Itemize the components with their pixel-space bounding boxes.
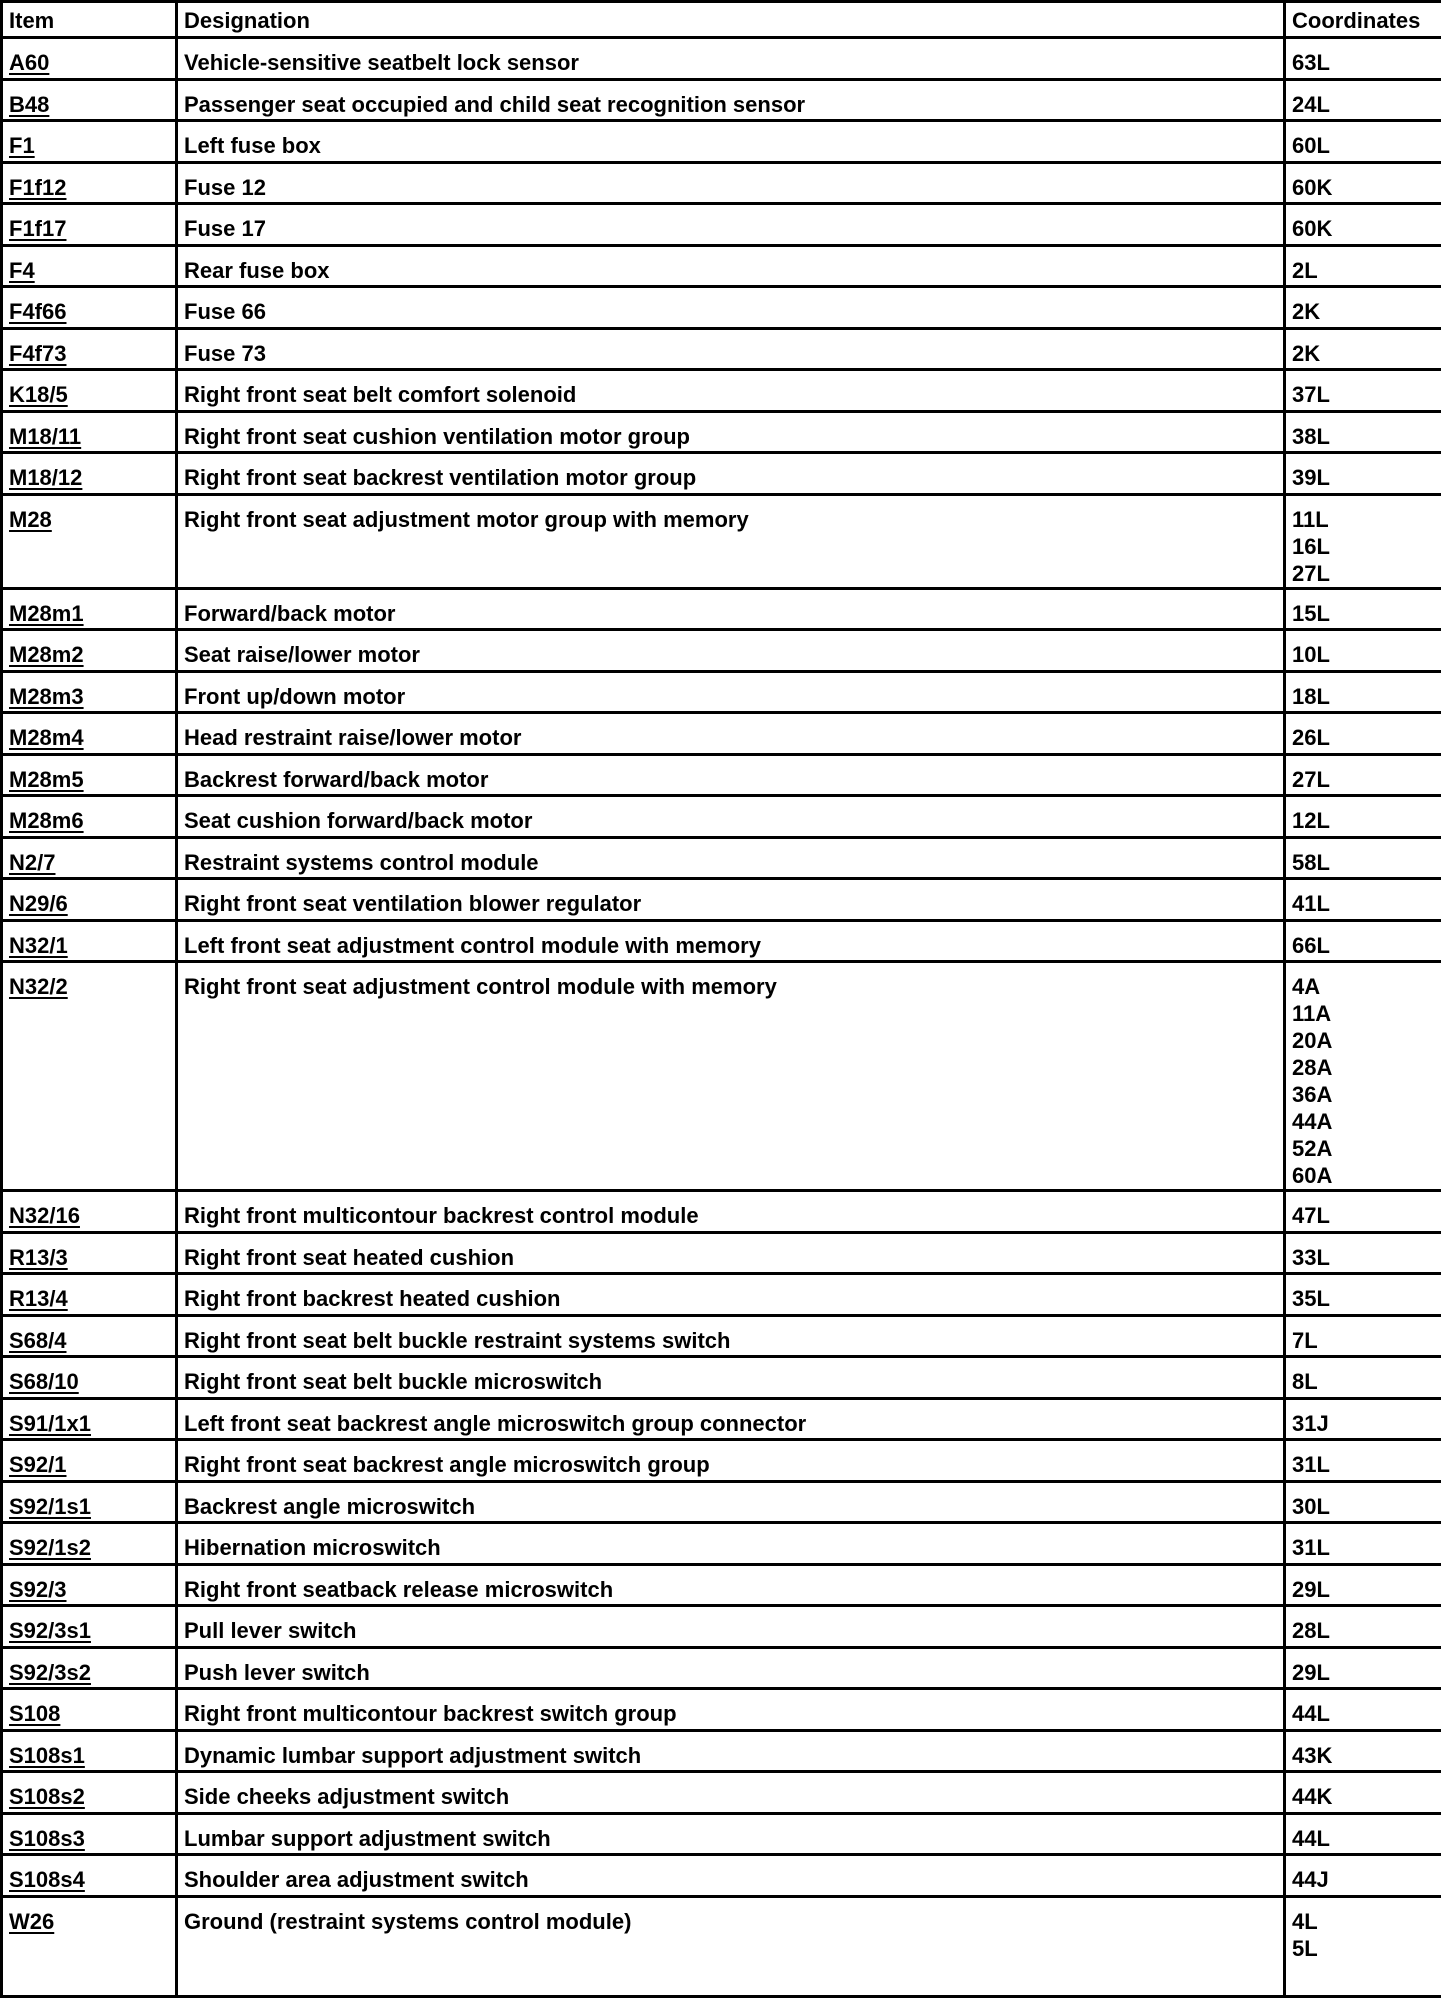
coordinates-cell: [1285, 1191, 1442, 1233]
designation-cell: Push lever switch: [177, 1647, 1285, 1689]
designation-cell: Fuse 12: [177, 162, 1285, 204]
item-cell: [2, 1481, 177, 1523]
item-cell: [2, 879, 177, 921]
designation-cell: Forward/back motor: [177, 588, 1285, 630]
table-row: [2, 962, 1442, 1191]
coordinate-value: 31L: [1292, 1452, 1330, 1477]
coordinate-value: 29L: [1292, 1659, 1330, 1685]
item-link[interactable]: N32/1: [9, 932, 68, 958]
coordinate-value: 10L: [1292, 642, 1330, 667]
coordinate-value: 52A: [1292, 1136, 1333, 1161]
item-cell: [2, 1813, 177, 1855]
table-row: [2, 630, 1442, 672]
item-cell: [2, 713, 177, 755]
coordinate-value: 30L: [1292, 1493, 1330, 1519]
coordinates-cell: [1285, 1896, 1442, 1996]
item-cell: [2, 204, 177, 246]
item-link[interactable]: S108s1: [9, 1742, 85, 1768]
coordinates-cell: [1285, 79, 1442, 121]
item-cell: [2, 411, 177, 453]
designation-cell: Lumbar support adjustment switch: [177, 1813, 1285, 1855]
table-row: [2, 411, 1442, 453]
item-cell: [2, 494, 177, 588]
item-cell: [2, 162, 177, 204]
table-row: [2, 1772, 1442, 1814]
table-row: [2, 1730, 1442, 1772]
coordinate-value: 38L: [1292, 423, 1330, 449]
designation-cell: Vehicle-sensitive seatbelt lock sensor: [177, 38, 1285, 80]
coordinate-value: 60L: [1292, 133, 1330, 158]
item-link[interactable]: S108s4: [9, 1867, 85, 1892]
item-cell: [2, 1523, 177, 1565]
item-cell: [2, 1357, 177, 1399]
item-cell: [2, 38, 177, 80]
designation-cell: Fuse 73: [177, 328, 1285, 370]
coordinates-cell: [1285, 162, 1442, 204]
table-row: [2, 1564, 1442, 1606]
coordinate-value: 2K: [1292, 299, 1321, 324]
item-link[interactable]: A60: [9, 50, 50, 75]
item-cell: [2, 1730, 177, 1772]
coordinate-value: 66L: [1292, 932, 1330, 958]
coordinates-cell: [1285, 1398, 1442, 1440]
coordinates-cell: [1285, 411, 1442, 453]
coordinates-cell: [1285, 287, 1442, 329]
coordinates-cell: [1285, 245, 1442, 287]
coordinates-cell: [1285, 796, 1442, 838]
item-cell: [2, 245, 177, 287]
item-cell: [2, 1772, 177, 1814]
table-row: [2, 1191, 1442, 1233]
item-link[interactable]: W26: [9, 1908, 55, 1934]
item-link[interactable]: M28m4: [9, 725, 84, 750]
coordinates-cell: [1285, 754, 1442, 796]
item-cell: [2, 1440, 177, 1482]
item-cell: [2, 920, 177, 962]
item-cell: [2, 121, 177, 163]
coordinate-value: 4L: [1292, 1908, 1318, 1934]
designation-cell: Seat raise/lower motor: [177, 630, 1285, 672]
item-link[interactable]: N32/2: [9, 974, 68, 999]
coordinate-value: 60K: [1292, 174, 1333, 200]
coordinates-cell: [1285, 1564, 1442, 1606]
coordinates-cell: [1285, 630, 1442, 672]
item-link[interactable]: M28m5: [9, 766, 84, 792]
item-link[interactable]: N29/6: [9, 891, 68, 916]
item-link[interactable]: S68/4: [9, 1327, 67, 1353]
item-link[interactable]: F4f66: [9, 299, 67, 324]
coordinates-cell: [1285, 713, 1442, 755]
coordinate-value: 47L: [1292, 1203, 1330, 1228]
coordinate-value: 35L: [1292, 1286, 1330, 1311]
coordinates-cell: [1285, 879, 1442, 921]
coordinates-cell: [1285, 370, 1442, 412]
coordinate-value: 20A: [1292, 1028, 1333, 1053]
designation-cell: Ground (restraint systems control module): [177, 1896, 1285, 1996]
coordinate-value: 41L: [1292, 891, 1330, 916]
table-row: [2, 121, 1442, 163]
coordinates-cell: [1285, 588, 1442, 630]
coordinate-value: 8L: [1292, 1369, 1318, 1394]
table-row: [2, 1813, 1442, 1855]
table-row: [2, 38, 1442, 80]
designation-cell: Right front multicontour backrest switch group: [177, 1689, 1285, 1731]
coordinate-value: 28A: [1292, 1055, 1333, 1080]
item-link[interactable]: S92/3: [9, 1576, 67, 1602]
coordinate-value: 11A: [1292, 1001, 1332, 1026]
item-cell: [2, 79, 177, 121]
coordinates-cell: [1285, 1523, 1442, 1565]
coordinates-cell: [1285, 920, 1442, 962]
designation-cell: Backrest angle microswitch: [177, 1481, 1285, 1523]
coordinates-cell: [1285, 1855, 1442, 1897]
coordinates-cell: [1285, 1772, 1442, 1814]
item-link[interactable]: N32/16: [9, 1203, 80, 1228]
coordinate-value: 28L: [1292, 1618, 1330, 1643]
table-row: [2, 796, 1442, 838]
item-link[interactable]: M28m1: [9, 600, 84, 626]
item-cell: [2, 1689, 177, 1731]
item-link[interactable]: R13/4: [9, 1286, 68, 1311]
coordinate-value: 24L: [1292, 91, 1330, 117]
item-link[interactable]: S68/10: [9, 1369, 79, 1394]
item-column-header: Item: [2, 2, 177, 38]
coordinates-cell: [1285, 1357, 1442, 1399]
designation-cell: Passenger seat occupied and child seat recognition sensor: [177, 79, 1285, 121]
item-cell: [2, 588, 177, 630]
item-cell: [2, 630, 177, 672]
table-row: [2, 245, 1442, 287]
coordinates-cell: [1285, 1606, 1442, 1648]
item-cell: [2, 962, 177, 1191]
item-link[interactable]: M28m2: [9, 642, 84, 667]
designation-cell: Side cheeks adjustment switch: [177, 1772, 1285, 1814]
designation-cell: Dynamic lumbar support adjustment switch: [177, 1730, 1285, 1772]
item-link[interactable]: R13/3: [9, 1244, 68, 1270]
coordinate-value: 37L: [1292, 382, 1330, 407]
designation-cell: Right front seat belt buckle microswitch: [177, 1357, 1285, 1399]
coordinates-cell: [1285, 1481, 1442, 1523]
table-row: [2, 879, 1442, 921]
coordinate-value: 31L: [1292, 1535, 1330, 1560]
item-cell: [2, 1315, 177, 1357]
coordinate-value: 16L: [1292, 533, 1330, 559]
coordinates-cell: [1285, 494, 1442, 588]
coordinates-cell: [1285, 671, 1442, 713]
coordinate-value: 5L: [1292, 1935, 1318, 1961]
item-link[interactable]: F4: [9, 257, 35, 283]
coordinate-value: 2L: [1292, 257, 1318, 283]
designation-cell: Rear fuse box: [177, 245, 1285, 287]
coordinate-value: 60K: [1292, 216, 1333, 241]
coordinate-value: 44J: [1292, 1867, 1329, 1892]
table-header-row: [2, 2, 1442, 38]
item-link[interactable]: F1: [9, 133, 35, 158]
table-row: [2, 1689, 1442, 1731]
item-cell: [2, 754, 177, 796]
table-row: [2, 1398, 1442, 1440]
item-link[interactable]: S92/1s2: [9, 1535, 91, 1560]
coordinates-cell: [1285, 453, 1442, 495]
table-row: [2, 287, 1442, 329]
item-cell: [2, 1896, 177, 1996]
coordinates-cell: [1285, 1730, 1442, 1772]
coordinate-value: 39L: [1292, 465, 1330, 490]
designation-cell: Shoulder area adjustment switch: [177, 1855, 1285, 1897]
coordinates-cell: [1285, 1647, 1442, 1689]
item-cell: [2, 796, 177, 838]
designation-cell: Fuse 17: [177, 204, 1285, 246]
item-cell: [2, 287, 177, 329]
table-row: [2, 204, 1442, 246]
coordinate-value: 4A: [1292, 974, 1321, 999]
item-link[interactable]: M28: [9, 506, 52, 532]
designation-cell: Right front seat cushion ventilation motor group: [177, 411, 1285, 453]
item-cell: [2, 1606, 177, 1648]
coordinate-value: 29L: [1292, 1576, 1330, 1602]
item-link[interactable]: F4f73: [9, 340, 67, 366]
designation-cell: Right front seat backrest angle microswitch group: [177, 1440, 1285, 1482]
item-link[interactable]: M18/11: [9, 423, 82, 449]
item-cell: [2, 453, 177, 495]
designation-cell: Left front seat adjustment control module with memory: [177, 920, 1285, 962]
table-row: [2, 837, 1442, 879]
coordinate-value: 26L: [1292, 725, 1330, 750]
coordinates-cell: [1285, 121, 1442, 163]
designation-cell: Left fuse box: [177, 121, 1285, 163]
item-link[interactable]: B48: [9, 91, 50, 117]
item-link[interactable]: S108s2: [9, 1784, 85, 1809]
designation-cell: Right front backrest heated cushion: [177, 1274, 1285, 1316]
coordinates-cell: [1285, 1274, 1442, 1316]
table-row: [2, 328, 1442, 370]
table-row: [2, 79, 1442, 121]
table-row: [2, 1481, 1442, 1523]
table-row: [2, 370, 1442, 412]
item-cell: [2, 1191, 177, 1233]
designation-cell: Right front seat backrest ventilation motor group: [177, 453, 1285, 495]
designation-cell: Backrest forward/back motor: [177, 754, 1285, 796]
designation-cell: Right front seat belt buckle restraint systems switch: [177, 1315, 1285, 1357]
coordinate-value: 18L: [1292, 683, 1330, 709]
coordinate-value: 15L: [1292, 600, 1330, 626]
designation-cell: Hibernation microswitch: [177, 1523, 1285, 1565]
item-cell: [2, 370, 177, 412]
table-row: [2, 1606, 1442, 1648]
item-cell: [2, 1274, 177, 1316]
item-link[interactable]: S92/1: [9, 1452, 67, 1477]
item-link[interactable]: S91/1x1: [9, 1410, 91, 1436]
item-link[interactable]: K18/5: [9, 382, 68, 407]
coordinates-cell: [1285, 1440, 1442, 1482]
item-link[interactable]: M28m3: [9, 683, 84, 709]
table-row: [2, 1647, 1442, 1689]
table-row: [2, 671, 1442, 713]
table-row: [2, 713, 1442, 755]
table-row: [2, 1232, 1442, 1274]
coordinate-value: 44K: [1292, 1784, 1333, 1809]
coordinate-value: 33L: [1292, 1244, 1330, 1270]
table-row: [2, 920, 1442, 962]
table-row: [2, 1523, 1442, 1565]
coordinates-cell: [1285, 1813, 1442, 1855]
coordinates-cell: [1285, 1315, 1442, 1357]
item-link[interactable]: S92/3s1: [9, 1618, 91, 1643]
coordinate-value: 44L: [1292, 1701, 1330, 1726]
coordinate-value: 36A: [1292, 1082, 1333, 1107]
coordinates-cell: [1285, 204, 1442, 246]
coordinate-value: 12L: [1292, 808, 1330, 833]
item-link[interactable]: M28m6: [9, 808, 84, 833]
item-link[interactable]: M18/12: [9, 465, 83, 490]
item-cell: [2, 328, 177, 370]
designation-cell: Seat cushion forward/back motor: [177, 796, 1285, 838]
designation-cell: Fuse 66: [177, 287, 1285, 329]
item-link[interactable]: S108: [9, 1701, 61, 1726]
item-cell: [2, 671, 177, 713]
designation-cell: Front up/down motor: [177, 671, 1285, 713]
coordinate-value: 44A: [1292, 1109, 1333, 1134]
designation-cell: Right front seat adjustment control module with memory: [177, 962, 1285, 1191]
coordinate-value: 60A: [1292, 1163, 1333, 1188]
coordinate-value: 63L: [1292, 50, 1330, 75]
coordinate-value: 27L: [1292, 560, 1330, 586]
table-body: [2, 38, 1442, 1997]
coordinate-value: 44L: [1292, 1825, 1330, 1851]
designation-cell: Pull lever switch: [177, 1606, 1285, 1648]
item-link[interactable]: S108s3: [9, 1825, 85, 1851]
designation-column-header: Designation: [177, 2, 1285, 38]
coordinates-cell: [1285, 328, 1442, 370]
coordinates-cell: [1285, 38, 1442, 80]
coordinates-cell: [1285, 837, 1442, 879]
designation-cell: Right front seatback release microswitch: [177, 1564, 1285, 1606]
coordinates-cell: [1285, 1232, 1442, 1274]
table-row: [2, 588, 1442, 630]
item-cell: [2, 837, 177, 879]
table-row: [2, 162, 1442, 204]
item-link[interactable]: S92/1s1: [9, 1493, 91, 1519]
item-link[interactable]: S92/3s2: [9, 1659, 91, 1685]
table-row: [2, 754, 1442, 796]
item-cell: [2, 1398, 177, 1440]
designation-cell: Left front seat backrest angle microswitch group connector: [177, 1398, 1285, 1440]
item-link[interactable]: N2/7: [9, 849, 56, 875]
coordinate-value: 2K: [1292, 340, 1321, 366]
item-cell: [2, 1564, 177, 1606]
item-link[interactable]: F1f17: [9, 216, 67, 241]
table-row: [2, 1315, 1442, 1357]
item-cell: [2, 1855, 177, 1897]
coordinates-column-header: Coordinates: [1285, 2, 1442, 38]
item-cell: [2, 1232, 177, 1274]
coordinate-value: 7L: [1292, 1327, 1318, 1353]
coordinate-value: 58L: [1292, 849, 1330, 875]
table-row: [2, 1855, 1442, 1897]
designation-cell: Head restraint raise/lower motor: [177, 713, 1285, 755]
designation-cell: Right front seat ventilation blower regulator: [177, 879, 1285, 921]
designation-cell: Right front seat belt comfort solenoid: [177, 370, 1285, 412]
coordinates-cell: [1285, 1689, 1442, 1731]
coordinates-cell: [1285, 962, 1442, 1191]
designation-cell: Right front seat heated cushion: [177, 1232, 1285, 1274]
coordinate-value: 27L: [1292, 766, 1330, 792]
designation-cell: Right front multicontour backrest control module: [177, 1191, 1285, 1233]
table-row: [2, 1357, 1442, 1399]
designation-cell: Restraint systems control module: [177, 837, 1285, 879]
designation-cell: Right front seat adjustment motor group with memory: [177, 494, 1285, 588]
coordinate-value: 31J: [1292, 1410, 1329, 1436]
table-row: [2, 494, 1442, 588]
table-row: [2, 1440, 1442, 1482]
table-row: [2, 1896, 1442, 1996]
coordinate-value: 11L: [1292, 506, 1329, 532]
item-link[interactable]: F1f12: [9, 174, 67, 200]
item-cell: [2, 1647, 177, 1689]
coordinate-value: 43K: [1292, 1742, 1333, 1768]
table-row: [2, 1274, 1442, 1316]
table-row: [2, 453, 1442, 495]
